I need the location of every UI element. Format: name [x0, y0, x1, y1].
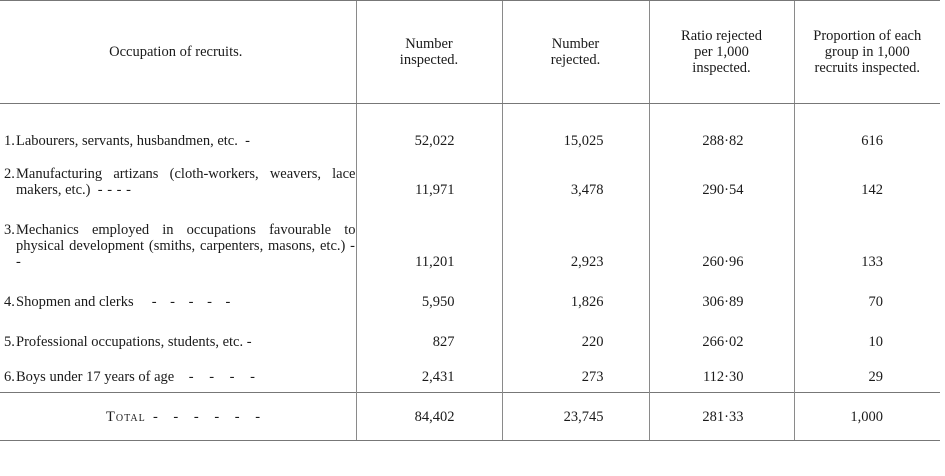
inspected-cell: 827 — [356, 317, 502, 357]
ratio-cell: 260·96 — [649, 205, 794, 277]
dot-leader: - — [245, 132, 251, 149]
header-line: group in 1,000 — [824, 44, 910, 60]
row-index: 6. — [4, 369, 15, 385]
ratio-cell: 266·02 — [649, 317, 794, 357]
total-rejected-cell: 23,745 — [502, 393, 649, 441]
table-body — [0, 104, 940, 441]
header-line: recruits inspected. — [814, 60, 920, 76]
ratio-cell: 288·82 — [649, 104, 794, 156]
occupation-cell — [0, 205, 356, 277]
rejected-cell: 220 — [502, 317, 649, 357]
total-label: Total — [106, 408, 146, 425]
table-row — [0, 277, 940, 317]
dot-leader: - - - - - - — [152, 408, 267, 425]
rejected-cell: 1,826 — [502, 277, 649, 317]
occupation-text — [0, 294, 356, 310]
proportion-cell: 616 — [794, 104, 940, 156]
occupation-cell — [0, 156, 356, 205]
occupation-cell — [0, 357, 356, 393]
ratio-cell: 112·30 — [649, 357, 794, 393]
header-line: Number — [405, 36, 453, 52]
rejected-cell: 15,025 — [502, 104, 649, 156]
occupation-text — [0, 222, 356, 270]
header-ratio-rejected — [649, 1, 794, 104]
occupation-cell — [0, 277, 356, 317]
total-row — [0, 393, 940, 441]
inspected-cell: 5,950 — [356, 277, 502, 317]
row-index: 5. — [4, 333, 15, 350]
inspected-cell: 2,431 — [356, 357, 502, 393]
inspected-cell: 11,971 — [356, 156, 502, 205]
rejected-cell: 273 — [502, 357, 649, 393]
total-inspected-cell: 84,402 — [356, 393, 502, 441]
table-row — [0, 104, 940, 156]
total-ratio-cell: 281·33 — [649, 393, 794, 441]
table-row — [0, 205, 940, 277]
dot-leader: - — [246, 333, 253, 350]
occupation-label: Mechanics employed in occupations favourable to physical development (smiths, carpenters, masons, etc.) — [16, 221, 356, 254]
header-number-rejected — [502, 1, 649, 104]
header-line: per 1,000 — [694, 44, 749, 60]
row-index: 2. — [4, 165, 15, 182]
header-line: Ratio rejected — [681, 28, 762, 44]
occupation-cell — [0, 317, 356, 357]
header-line: Proportion of each — [813, 28, 922, 44]
inspected-cell: 52,022 — [356, 104, 502, 156]
proportion-cell: 133 — [794, 205, 940, 277]
row-index: 4. — [4, 293, 15, 310]
proportion-cell: 10 — [794, 317, 940, 357]
header-line: inspected. — [692, 60, 751, 76]
proportion-cell: 142 — [794, 156, 940, 205]
occupation-cell — [0, 104, 356, 156]
row-index: 3. — [4, 221, 15, 238]
row-index: 1. — [4, 132, 15, 149]
occupation-label: Shopmen and clerks — [16, 293, 134, 310]
total-label-cell — [0, 393, 356, 441]
occupation-label: Boys under 17 years of age — [16, 369, 175, 385]
ratio-cell: 290·54 — [649, 156, 794, 205]
inspected-cell: 11,201 — [356, 205, 502, 277]
dot-leader: - - - - — [97, 181, 132, 198]
occupation-text — [0, 334, 356, 350]
proportion-cell: 70 — [794, 277, 940, 317]
dot-leader: - - - - - — [151, 293, 236, 310]
dot-leader: - - — [16, 237, 356, 270]
dot-leader: - - - - — [188, 369, 261, 385]
table-header — [0, 1, 940, 104]
header-line: inspected. — [399, 52, 459, 68]
occupation-text — [0, 369, 356, 385]
occupation-label: Labourers, servants, husbandmen, etc. — [16, 132, 238, 149]
table-row — [0, 357, 940, 393]
rejected-cell: 2,923 — [502, 205, 649, 277]
proportion-cell: 29 — [794, 357, 940, 393]
header-line: Number — [551, 36, 600, 52]
header-number-inspected — [356, 1, 502, 104]
ratio-cell: 306·89 — [649, 277, 794, 317]
table-row — [0, 317, 940, 357]
rejected-cell: 3,478 — [502, 156, 649, 205]
occupation-label: Manufacturing artizans (cloth-workers, weavers, lace makers, etc.) — [16, 165, 356, 198]
occupation-text — [0, 133, 356, 149]
occupation-text — [0, 166, 356, 198]
header-proportion — [794, 1, 940, 104]
header-line: rejected. — [550, 52, 601, 68]
header-occupation: Occupation of recruits. — [0, 1, 356, 104]
total-proportion-cell: 1,000 — [794, 393, 940, 441]
occupation-label: Professional occupations, students, etc. — [16, 333, 244, 350]
table-row — [0, 156, 940, 205]
